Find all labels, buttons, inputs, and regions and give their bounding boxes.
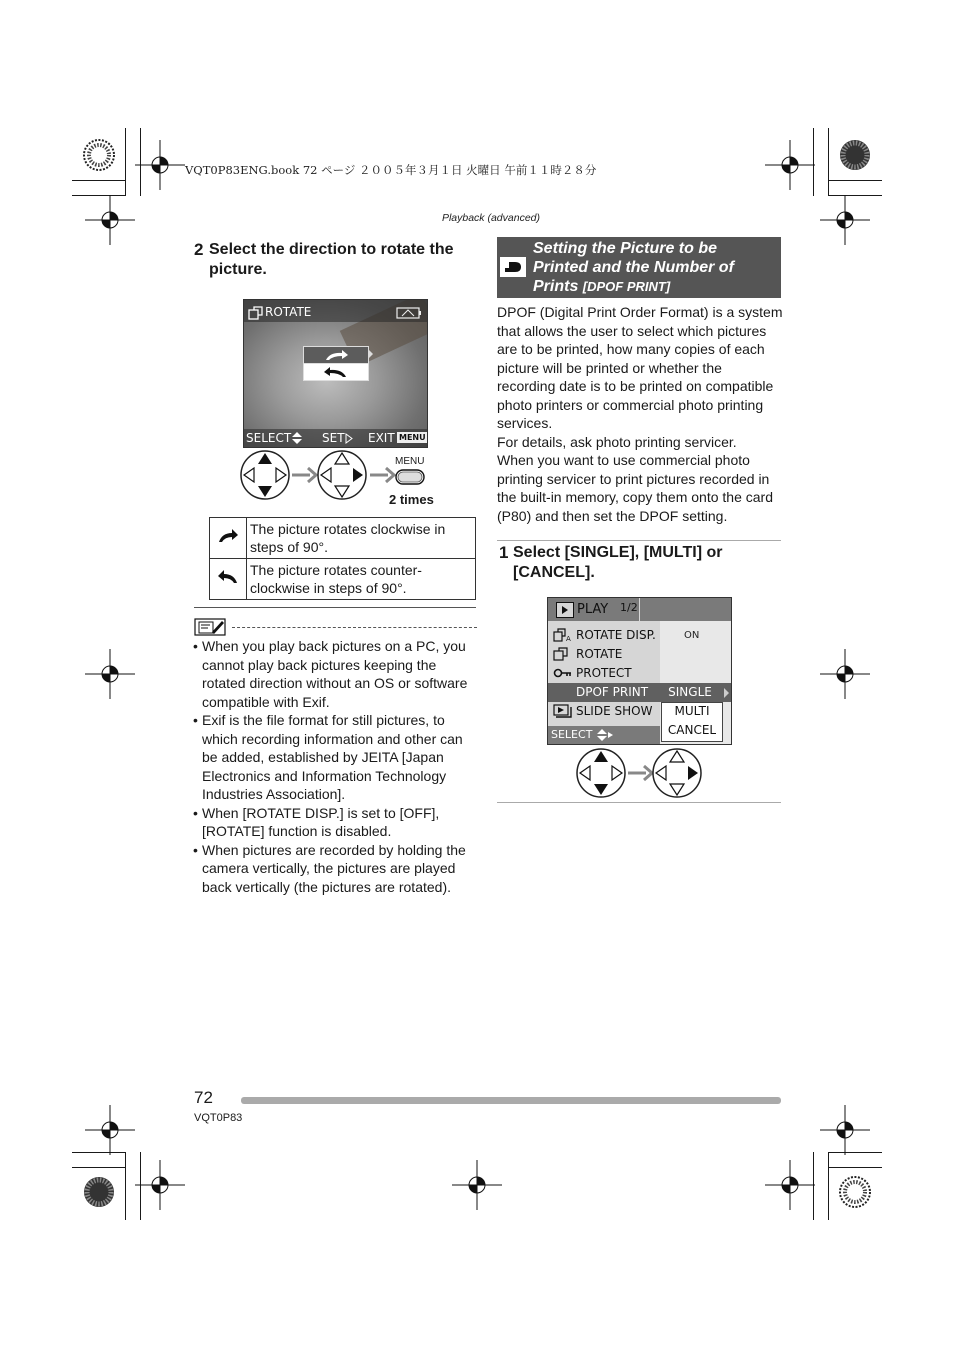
rotate-clockwise-icon (304, 347, 368, 363)
select-arrows-icon (597, 729, 613, 741)
registration-crosshair-icon (85, 195, 135, 245)
registration-ring-icon (82, 138, 116, 172)
registration-crosshair-icon (452, 1160, 502, 1210)
document-code: VQT0P83 (194, 1112, 243, 1124)
battery-icon (396, 307, 422, 319)
rotate-menu-icon (248, 306, 264, 320)
table-cell: The picture rotates clockwise in steps of 90°. (247, 518, 476, 559)
table-icon-cell (210, 559, 247, 600)
right-arrow-icon (345, 433, 353, 444)
screen-title: ROTATE (265, 305, 312, 319)
screen-set-label: SET (322, 431, 345, 445)
times-label: 2 times (389, 492, 434, 507)
menu-item-rotate[interactable]: ROTATE (576, 647, 623, 661)
dpof-description: DPOF (Digital Print Order Format) is a system that allows the user to select which pictures are to be printed, how many copies of each picture will be printed or whether the recording date is to be printed on compatible photo printers or commercial photo printing services. For details, ask photo printing servicer. When you want to use commercial photo printing servicer to print pictures recorded in the built-in memory, copy them onto the card (P80) and then set the DPOF setting. (497, 304, 783, 524)
camera-screen-rotate (243, 299, 428, 448)
registration-ring-icon (82, 1175, 116, 1209)
right-arrow-icon (724, 688, 729, 698)
list-item: • Exif is the file format for still pictures, to which recording information and other can be added, established by JEITA [Japan Electronics and Information Technology Industries Association]. (194, 711, 479, 804)
section-title: Setting the Picture to be Printed and the Number of Prints [DPOF PRINT] (533, 240, 734, 295)
page-number: 72 (194, 1088, 213, 1107)
print-info-line: VQT0P83ENG.book 72 ページ ２００５年３月１日 火曜日 午前１１時２８分 (185, 163, 597, 177)
footer-bar (241, 1097, 781, 1104)
rotate-counterclockwise-icon (217, 570, 239, 584)
running-head: Playback (advanced) (441, 212, 540, 224)
option-cancel[interactable]: CANCEL (667, 723, 717, 737)
divider (497, 802, 781, 803)
rotate-counterclockwise-option[interactable] (303, 363, 369, 381)
menu-item-slide-show[interactable]: SLIDE SHOW (576, 704, 653, 718)
rotate-counterclockwise-icon (304, 364, 368, 380)
rotate-clockwise-option[interactable] (303, 346, 369, 364)
rotate-clockwise-icon (217, 529, 239, 543)
dpof-print-icon (500, 257, 526, 277)
list-item: • When [ROTATE DISP.] is set to [OFF], [ROTATE] function is disabled. (194, 804, 479, 841)
table-icon-cell (210, 518, 247, 559)
menu-title: PLAY (577, 602, 609, 617)
registration-crosshair-icon (765, 140, 815, 190)
menu-item-protect[interactable]: PROTECT (576, 666, 632, 680)
registration-crosshair-icon (820, 195, 870, 245)
section-header (497, 237, 781, 298)
divider (497, 540, 781, 541)
divider (194, 607, 476, 608)
menu-item-rotate-disp[interactable]: ROTATE DISP. (576, 628, 656, 642)
registration-crosshair-icon (135, 140, 185, 190)
screen-exit-label: EXIT (368, 431, 395, 445)
option-single[interactable]: SINGLE (668, 685, 712, 699)
registration-crosshair-icon (85, 649, 135, 699)
step-number: 2 (194, 240, 204, 259)
registration-crosshair-icon (820, 649, 870, 699)
rotate-direction-table (209, 517, 476, 600)
registration-crosshair-icon (765, 1160, 815, 1210)
menu-page-indicator: 1/2 (620, 601, 638, 614)
registration-crosshair-icon (85, 1105, 135, 1155)
menu-item-dpof-print[interactable]: DPOF PRINT (548, 683, 660, 702)
section-title-tag: [DPOF PRINT] (582, 279, 671, 294)
up-down-icon (292, 432, 302, 444)
menu-key-label: MENU (399, 433, 426, 442)
play-icon (556, 602, 574, 618)
rotate-disp-value: ON (684, 630, 700, 641)
table-cell: The picture rotates counter-clockwise in steps of 90°. (247, 559, 476, 600)
button-sequence-diagram (576, 746, 706, 802)
registration-crosshair-icon (135, 1160, 185, 1210)
set-arrow-icon (368, 349, 373, 359)
screen-select-label: SELECT (246, 431, 292, 445)
camera-screen-play-menu (547, 597, 732, 745)
registration-ring-icon (838, 1175, 872, 1209)
notes-list (194, 637, 479, 896)
list-item: • When you play back pictures on a PC, you cannot play back pictures keeping the rotated direction without an OS or software compatible with Exif. (194, 637, 479, 711)
registration-ring-icon (838, 138, 872, 172)
registration-crosshair-icon (820, 1105, 870, 1155)
table-row (210, 518, 476, 559)
list-item: • When pictures are recorded by holding the camera vertically, the pictures are played back vertically (the pictures are rotated). (194, 841, 479, 897)
svg-text:A: A (566, 635, 571, 642)
note-dashed-line (232, 627, 477, 628)
table-row (210, 559, 476, 600)
note-icon (194, 618, 226, 636)
step-title: Select [SINGLE], [MULTI] or [CANCEL]. (513, 544, 723, 581)
step-number: 1 (499, 543, 509, 562)
menu-select-label: SELECT (551, 728, 593, 741)
option-multi[interactable]: MULTI (674, 704, 710, 718)
menu-button-label: MENU (395, 456, 425, 467)
step-title: Select the direction to rotate the picture. (209, 241, 454, 278)
